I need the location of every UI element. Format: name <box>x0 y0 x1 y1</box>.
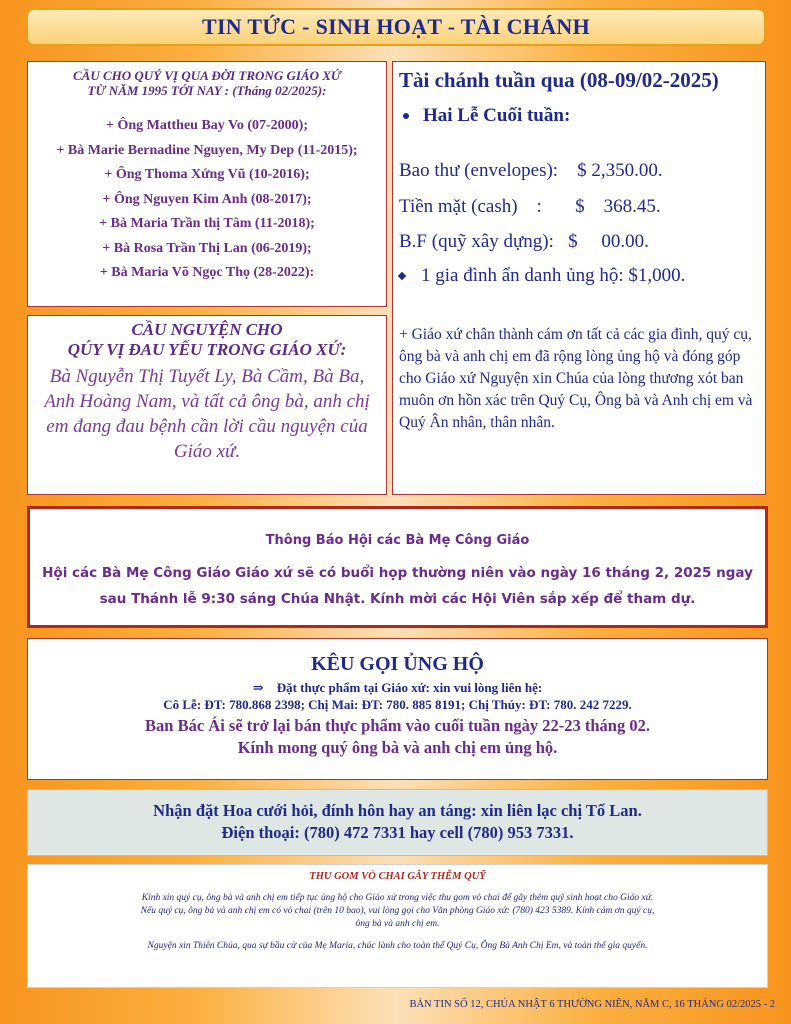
bottles-title: THU GOM VỎ CHAI GÂY THÊM QUỸ <box>309 871 486 882</box>
bullet-icon <box>403 113 409 119</box>
flowers-box <box>27 789 768 856</box>
finance-title: Tài chánh tuần qua (08-09/02-2025) <box>399 68 719 92</box>
deceased-name: + Bà Rosa Trần Thị Lan (06-2019); <box>102 240 312 256</box>
finance-row-value: $ 2,350.00. <box>577 160 663 181</box>
appeal-order <box>28 680 767 696</box>
flowers-line1: Nhận đặt Hoa cưới hỏi, đính hôn hay an táng: xin liên lạc chị Tố Lan. <box>153 801 642 820</box>
finance-donor <box>399 265 685 287</box>
finance-row-envelopes <box>399 160 663 182</box>
finance-box <box>392 61 766 495</box>
appeal-title: KÊU GỌI ỦNG HỘ <box>311 653 484 675</box>
appeal-box <box>27 638 768 780</box>
sick-names: Bà Nguyễn Thị Tuyết Ly, Bà Cầm, Bà Ba, Anh Hoàng Nam, và tất cả ông bà, anh chị em đang đau bệnh cần lời cầu nguyện của Giáo xứ. <box>44 366 370 462</box>
sick-title-line1: CẦU NGUYỆN CHO <box>131 320 283 339</box>
page-header <box>26 8 766 46</box>
finance-subtitle <box>399 105 759 127</box>
deceased-name: + Bà Maria Trần thị Tâm (11-2018); <box>99 216 315 231</box>
appeal-order-text: Đặt thực phẩm tại Giáo xứ: xin vui lòng liên hệ: <box>276 680 543 695</box>
finance-row-value: $ 368.45. <box>575 196 661 217</box>
bottles-body <box>28 892 767 931</box>
bottles-body-line1: Kính xin quý cụ, ông bà và anh chị em tiếp tục ủng hộ cho Giáo xứ trong việc thu gom vỏ chai để gây thêm quỹ sinh hoạt cho Giáo xứ. <box>141 893 654 903</box>
finance-subtitle-text: Hai Lễ Cuối tuần: <box>423 105 571 126</box>
finance-row-building-fund <box>399 231 649 253</box>
finance-row-label: B.F (quỹ xây dựng): <box>399 231 554 252</box>
bottle-collection-box <box>27 864 768 988</box>
deceased-name: + Bà Maria Võ Ngọc Thọ (28-2022): <box>99 265 315 280</box>
flowers-line2: Điện thoại: (780) 472 7331 hay cell (780) 953 7331. <box>221 823 574 842</box>
deceased-name: + Bà Marie Bernadine Nguyen, My Dep (11-2015); <box>56 142 358 158</box>
finance-row-value: $ 00.00. <box>568 231 649 252</box>
bottles-body-line2: Nếu quý cụ, ông bà và anh chị em có vỏ chai (trên 10 bao), vui lòng gọi cho Văn phòng Giáo xứ: (780) 423 5389. Kính cám ơn quý cụ, <box>140 906 655 916</box>
finance-donor-text: 1 gia đình ẩn danh ủng hộ: $1,000. <box>421 265 686 286</box>
page-title: TIN TỨC - SINH HOẠT - TÀI CHÁNH <box>201 14 591 39</box>
footer-text: BẢN TIN SỐ 12, CHÚA NHẬT 6 THƯỜNG NIÊN, NĂM C, 16 THÁNG 02/2025 - 2 <box>409 999 775 1010</box>
deceased-name: + Ông Thoma Xứng Vũ (10-2016); <box>104 167 310 182</box>
sick-prayer-box <box>27 315 387 495</box>
appeal-line2: Kính mong quý ông bà và anh chị em ủng hộ. <box>237 738 558 757</box>
bottles-blessing: Nguyện xin Thiên Chúa, qua sự bầu cử của Mẹ Maria, chúc lành cho toàn thể Quý Cụ, Ông Bà Anh Chị Em, và toàn thể gia quyến. <box>147 941 648 951</box>
deceased-title-line1: CẦU CHO QUÝ VỊ QUA ĐỜI TRONG GIÁO XỨ <box>73 68 341 83</box>
finance-thanks: + Giáo xứ chân thành cám ơn tất cả các gia đình, quý cụ, ông bà và anh chị em đã rộng lòng ủng hộ và đóng góp cho Giáo xứ Nguyện xin Chúa của lòng thương xót ban muôn ơn hồn xác trên Quý Cụ, Ông bà và Anh chị em và Quý Ân nhân, thân nhân. <box>399 326 753 431</box>
appeal-line1: Ban Bác Ái sẽ trở lại bán thực phẩm vào cuối tuần ngày 22-23 tháng 02. <box>145 716 650 735</box>
deceased-name: + Ông Nguyen Kim Anh (08-2017); <box>102 191 312 207</box>
finance-row-label: Bao thư (envelopes): <box>399 160 559 181</box>
deceased-name: + Ông Mattheu Bay Vo (07-2000); <box>105 118 309 133</box>
diamond-bullet-icon <box>398 272 406 280</box>
sick-title-line2: QÚY VỊ ĐAU YẾU TRONG GIÁO XỨ: <box>67 340 347 359</box>
mothers-announcement-box <box>27 506 768 628</box>
deceased-list <box>36 114 378 286</box>
appeal-phones: Cô Lễ: ĐT: 780.868 2398; Chị Mai: ĐT: 780. 885 8191; Chị Thúy: ĐT: 780. 242 7229. <box>163 697 632 712</box>
finance-row-cash <box>399 196 661 218</box>
arrow-right-icon: ⇒ <box>252 680 264 695</box>
deceased-title-line2: TỪ NĂM 1995 TỚI NAY : (Tháng 02/2025): <box>87 83 327 98</box>
finance-row-label: Tiền mặt (cash) : <box>399 196 542 217</box>
mothers-body-line2: sau Thánh lễ 9:30 sáng Chúa Nhật. Kính mời các Hội Viên sắp xếp để tham dự. <box>99 591 696 607</box>
bottles-body-line3: ông bà và anh chị em. <box>355 919 440 929</box>
mothers-title: Thông Báo Hội các Bà Mẹ Công Giáo <box>265 533 530 548</box>
deceased-prayer-box <box>27 61 387 307</box>
mothers-body-line1: Hội các Bà Mẹ Công Giáo Giáo xứ sẽ có buổi họp thường niên vào ngày 16 tháng 2, 2025 ngay <box>42 565 753 581</box>
